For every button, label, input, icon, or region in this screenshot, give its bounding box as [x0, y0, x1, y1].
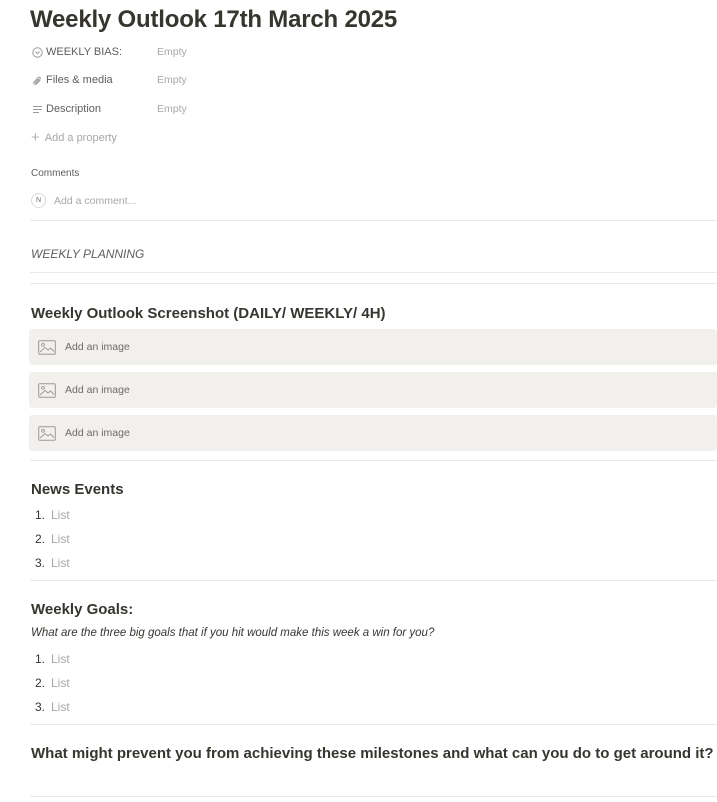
plus-icon: + [31, 129, 40, 146]
property-value[interactable]: Empty [157, 46, 187, 58]
add-image-label: Add an image [65, 341, 130, 353]
list-text[interactable]: List [51, 652, 70, 666]
list-number: 1. [35, 508, 46, 522]
chevron-circle-icon [31, 46, 43, 58]
list-item[interactable] [35, 674, 70, 692]
divider [30, 796, 717, 797]
planning-text[interactable]: WEEKLY PLANNING [31, 247, 145, 261]
list-item[interactable] [35, 698, 70, 716]
image-block[interactable] [29, 372, 717, 408]
list-number: 3. [35, 556, 46, 570]
divider [30, 283, 717, 284]
goals-heading[interactable]: Weekly Goals: [31, 601, 134, 618]
property-name: Description [46, 103, 102, 115]
add-image-label: Add an image [65, 427, 130, 439]
news-heading[interactable]: News Events [31, 481, 124, 498]
image-icon [38, 340, 56, 355]
divider [30, 272, 717, 273]
list-item[interactable] [35, 650, 70, 668]
milestones-heading[interactable]: What might prevent you from achieving these milestones and what can you do to get around it? [31, 745, 714, 762]
comment-input[interactable] [54, 195, 354, 207]
goals-subtext[interactable]: What are the three big goals that if you hit would make this week a win for you? [31, 627, 435, 639]
avatar: N [31, 193, 46, 208]
list-text[interactable]: List [51, 556, 70, 570]
property-name: Files & media [46, 74, 113, 86]
divider [30, 220, 717, 221]
list-text[interactable]: List [51, 508, 70, 522]
add-property-button[interactable] [31, 129, 117, 147]
list-item[interactable] [35, 530, 70, 548]
property-description[interactable] [31, 100, 187, 118]
property-name: WEEKLY BIAS: [46, 46, 123, 58]
image-block[interactable] [29, 415, 717, 451]
image-block[interactable] [29, 329, 717, 365]
list-number: 2. [35, 532, 46, 546]
comments-label: Comments [31, 168, 80, 179]
screenshot-heading[interactable]: Weekly Outlook Screenshot (DAILY/ WEEKLY/ 4H) [31, 305, 386, 322]
image-icon [38, 426, 56, 441]
property-value[interactable]: Empty [157, 74, 187, 86]
image-icon [38, 383, 56, 398]
list-number: 1. [35, 652, 46, 666]
list-number: 2. [35, 676, 46, 690]
page-title[interactable]: Weekly Outlook 17th March 2025 [30, 6, 398, 33]
list-text[interactable]: List [51, 700, 70, 714]
list-text[interactable]: List [51, 676, 70, 690]
property-files-media[interactable] [31, 71, 187, 89]
property-weekly-bias[interactable] [31, 43, 187, 61]
list-item[interactable] [35, 554, 70, 572]
text-lines-icon [31, 103, 43, 115]
list-number: 3. [35, 700, 46, 714]
divider [30, 460, 717, 461]
paperclip-icon [31, 74, 43, 86]
add-image-label: Add an image [65, 384, 130, 396]
property-value[interactable]: Empty [157, 103, 187, 115]
list-text[interactable]: List [51, 532, 70, 546]
divider [30, 724, 717, 725]
comment-row [31, 192, 354, 209]
divider [30, 580, 717, 581]
list-item[interactable] [35, 506, 70, 524]
add-property-label: Add a property [44, 132, 117, 144]
